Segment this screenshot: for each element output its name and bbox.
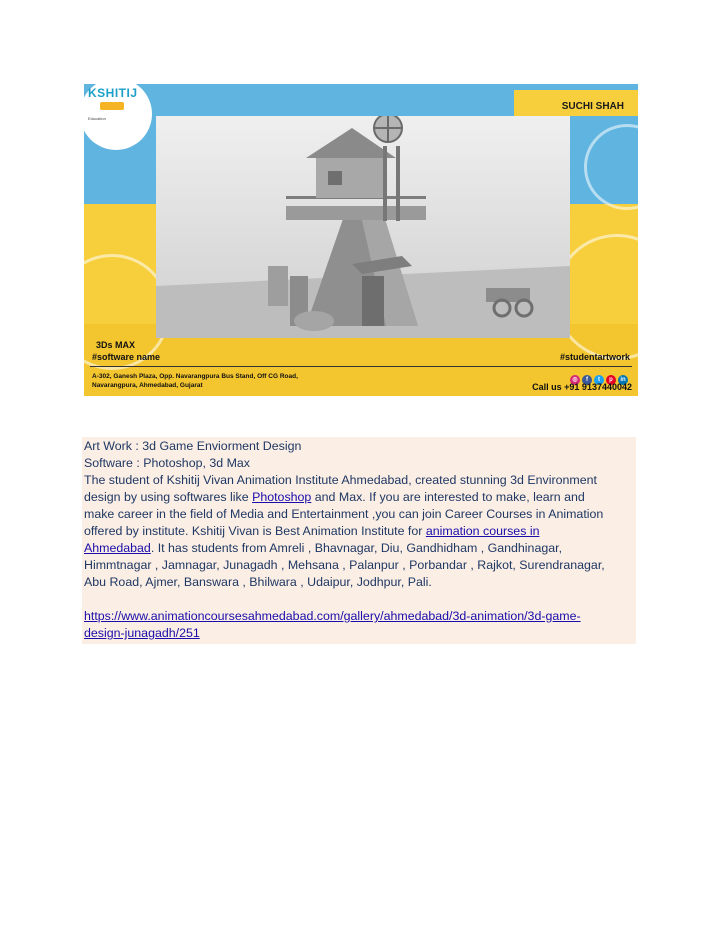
- logo-text: KSHITIJ: [88, 86, 138, 100]
- linkedin-icon[interactable]: in: [618, 375, 628, 385]
- description-line: [84, 541, 562, 555]
- institute-address: [92, 372, 372, 390]
- instagram-icon[interactable]: ◎: [570, 375, 580, 385]
- description-line: Abu Road, Ajmer, Banswara , Bhilwara , Udaipur, Jodhpur, Pali.: [84, 575, 432, 589]
- artist-name-tag: [514, 90, 638, 116]
- banner-divider: [90, 366, 632, 367]
- url-line[interactable]: https://www.animationcoursesahmedabad.com/gallery/ahmedabad/3d-animation/3d-game-: [84, 609, 581, 623]
- text-segment: . It has students from Amreli , Bhavnagar, Diu, Gandhidham , Gandhinagar,: [150, 541, 563, 555]
- description-line: The student of Kshitij Vivan Animation Institute Ahmedabad, created stunning 3d Environment: [84, 473, 597, 487]
- twitter-icon[interactable]: t: [594, 375, 604, 385]
- windmill-tower-render: [156, 116, 570, 338]
- description-line: [84, 524, 539, 538]
- gallery-url-link[interactable]: [84, 626, 200, 640]
- address-line: Navarangpura, Ahmedabad, Gujarat: [92, 382, 203, 389]
- description-line: Himmtnagar , Jamnagar, Junagadh , Mehsana , Palanpur , Porbandar , Rajkot, Surendranagar,: [84, 558, 605, 572]
- software-name-tag: #software name: [92, 352, 161, 362]
- text-segment: design by using softwares like: [84, 490, 253, 504]
- pinterest-icon[interactable]: p: [606, 375, 616, 385]
- call-us-number: Call us +91 9137440042: [532, 382, 632, 392]
- text-segment: offered by institute. Kshitij Vivan is Best Animation Institute for: [84, 524, 426, 538]
- gallery-url-link[interactable]: [84, 609, 581, 623]
- ahmedabad-link[interactable]: Ahmedabad: [84, 541, 151, 555]
- 3d-render-image: [156, 116, 570, 338]
- software-line: Software : Photoshop, 3d Max: [84, 456, 250, 470]
- logo-accent-bar: [100, 102, 124, 110]
- artist-name: SUCHI SHAH: [561, 101, 624, 112]
- artwork-banner: [84, 84, 638, 396]
- logo-sub-text: Education: [88, 116, 106, 121]
- software-title: 3Ds MAX: [96, 340, 136, 350]
- student-artwork-tag: #studentartwork: [559, 352, 630, 362]
- address-line: A-302, Ganesh Plaza, Opp. Navarangpura Bus Stand, Off CG Road,: [92, 373, 298, 380]
- url-line[interactable]: design-junagadh/251: [84, 626, 200, 640]
- artwork-description: [82, 437, 636, 644]
- description-line: make career in the field of Media and Entertainment ,you can join Career Courses in Animation: [84, 507, 604, 521]
- description-line: [84, 490, 585, 504]
- photoshop-link[interactable]: Photoshop: [252, 490, 312, 504]
- text-segment: and Max. If you are interested to make, learn and: [311, 490, 585, 504]
- facebook-icon[interactable]: f: [582, 375, 592, 385]
- artwork-title: Art Work : 3d Game Enviorment Design: [84, 439, 302, 453]
- animation-courses-link[interactable]: animation courses in: [425, 524, 540, 538]
